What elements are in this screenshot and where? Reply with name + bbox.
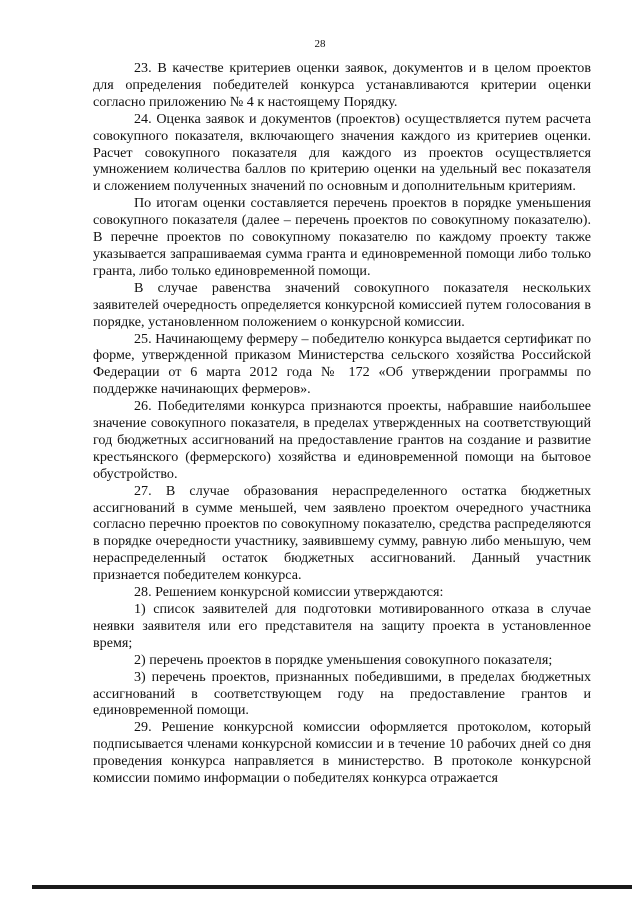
page-number: 28 bbox=[314, 38, 326, 50]
paragraph-27: 27. В случае образования нераспределенного остатка бюджетных ассигнований в сумме меньшей, чем заявлено проектом очередного участника согласно перечню проектов по совокупному показателю, средства распределяются в порядке очередности участнику, заявившему сумму, равную либо меньшую, чем нераспределенный остаток бюджетных ассигнований. Данный участник признается победителем конкурса. bbox=[93, 482, 591, 584]
paragraph-26: 26. Победителями конкурса признаются проекты, набравшие наибольшее значение совокупного показателя, в пределах утвержденных на соответствующий год бюджетных ассигнований на предоставление грантов на создание и развитие крестьянского (фермерского) хозяйства и единовременной помощи на бытовое обустройство. bbox=[93, 398, 591, 482]
scan-bottom-edge bbox=[32, 885, 632, 889]
list-item-2: 2) перечень проектов в порядке уменьшения совокупного показателя; bbox=[134, 651, 553, 668]
paragraph-24: 24. Оценка заявок и документов (проектов) осуществляется путем расчета совокупного показателя, включающего значения каждого из критериев оценки. Расчет совокупного показателя для каждого из проектов осуществляется умножением количества баллов по критерию оценки на удельный вес показателя и сложением полученных значений по основным и дополнительным критериям. bbox=[93, 110, 591, 195]
list-item-1: 1) список заявителей для подготовки мотивированного отказа в случае неявки заявителя или его представителя на защиту проекта в установленное время; bbox=[93, 601, 591, 651]
paragraph-23: 23. В качестве критериев оценки заявок, документов и в целом проектов для определения победителей конкурса устанавливаются критерии оценки согласно приложению № 4 к настоящему Порядку. bbox=[93, 60, 591, 110]
paragraph-28: 28. Решением конкурсной комиссии утверждаются: bbox=[134, 584, 444, 601]
paragraph-ranking-list: По итогам оценки составляется перечень проектов в порядке уменьшения совокупного показателя (далее – перечень проектов по совокупному показателю). В перечне проектов по совокупному показателю по каждому проекту также указывается запрашиваемая сумма гранта и единовременной помощи либо только гранта, либо только единовременной помощи. bbox=[93, 195, 591, 279]
paragraph-tie-break: В случае равенства значений совокупного показателя нескольких заявителей очередность определяется конкурсной комиссией путем голосования в порядке, установленном положением о конкурсной комиссии. bbox=[93, 279, 591, 330]
paragraph-29: 29. Решение конкурсной комиссии оформляется протоколом, который подписывается членами конкурсной комиссии и в течение 10 рабочих дней со дня проведения конкурса направляется в министерство. В протоколе конкурсной комиссии помимо информации о победителях конкурса отражается bbox=[93, 719, 591, 787]
list-item-3: 3) перечень проектов, признанных победившими, в пределах бюджетных ассигнований в соответствующем году на предоставление грантов и единовременной помощи. bbox=[93, 668, 591, 719]
document-body bbox=[93, 60, 591, 787]
paragraph-25: 25. Начинающему фермеру – победителю конкурса выдается сертификат по форме, утвержденной приказом Министерства сельского хозяйства Российской Федерации от 6 марта 2012 года № 172 «Об утверждении программы по поддержке начинающих фермеров». bbox=[93, 330, 591, 398]
